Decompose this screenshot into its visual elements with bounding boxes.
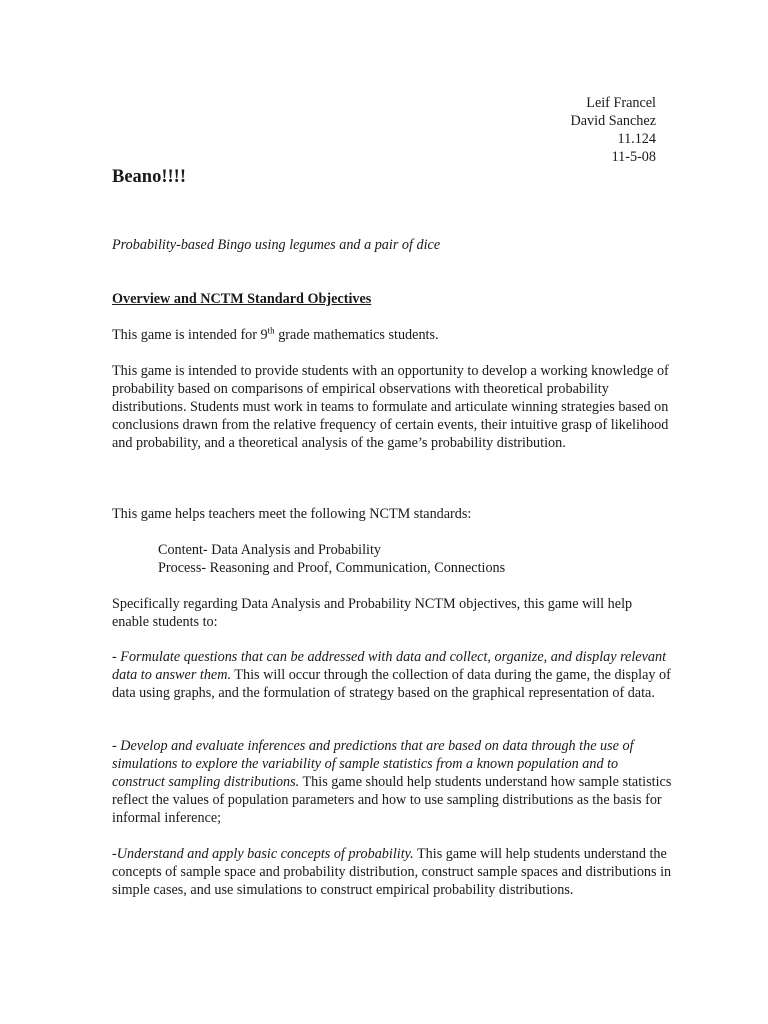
grade-sentence-before: This game is intended for 9 bbox=[112, 327, 268, 343]
grade-sentence bbox=[112, 326, 672, 344]
intro-paragraph bbox=[112, 362, 672, 452]
standards-intro bbox=[112, 505, 672, 523]
objective-3-italic: -Understand and apply basic concepts of probability. bbox=[112, 846, 414, 862]
standard-content: Content- Data Analysis and Probability bbox=[158, 542, 382, 558]
author-name-2: David Sanchez bbox=[570, 113, 656, 129]
objective-item-3 bbox=[112, 845, 672, 899]
intro-paragraph-text: This game is intended to provide students with an opportunity to develop a working knowledge of probability based on comparisons of empirical observations with theoretical probability distributions. Students must work in teams to formulate and articulate winning strategies based on conclusions drawn from the relative frequency of certain events, their intuitive grasp of likelihood and probability, and a theoretical analysis of the game’s probability distribution. bbox=[112, 363, 669, 451]
objective-1-italic: - Formulate questions that can be addressed with data and collect, organize, and display relevant data to answer them. bbox=[112, 649, 667, 683]
section-heading: Overview and NCTM Standard Objectives bbox=[112, 291, 372, 307]
objectives-intro-text: Specifically regarding Data Analysis and Probability NCTM objectives, this game will help enable students to: bbox=[112, 596, 633, 630]
document-title: Beano!!!! bbox=[112, 167, 186, 187]
objective-item-2 bbox=[112, 737, 672, 827]
objectives-intro bbox=[112, 595, 672, 631]
document-subtitle: Probability-based Bingo using legumes and a pair of dice bbox=[112, 237, 441, 253]
standards-intro-text: This game helps teachers meet the following NCTM standards: bbox=[112, 506, 472, 522]
standard-process: Process- Reasoning and Proof, Communication, Connections bbox=[158, 560, 506, 576]
author-name-1: Leif Francel bbox=[586, 95, 656, 111]
objective-1-text: This will occur through the collection of data during the game, the display of data using graphs, and the formulation of strategy based on the graphical representation of data. bbox=[112, 667, 671, 701]
author-header bbox=[571, 94, 657, 166]
course-number: 11.124 bbox=[617, 131, 656, 147]
objective-item-1 bbox=[112, 648, 672, 702]
document-date: 11-5-08 bbox=[611, 149, 656, 165]
grade-ordinal-suffix: th bbox=[267, 325, 275, 336]
grade-sentence-after: grade mathematics students. bbox=[274, 327, 439, 343]
standards-list bbox=[112, 541, 718, 577]
objective-2-italic: - Develop and evaluate inferences and predictions that are based on data through the use of simulations to explore the variability of sample statistics from a known population and to construct sampling distributions. bbox=[112, 738, 634, 790]
objective-2-text: This game should help students understand how sample statistics reflect the values of population parameters and how to use sampling distributions as the basis for informal inference; bbox=[112, 774, 672, 826]
objective-3-text: This game will help students understand the concepts of sample space and probability distribution, construct sample spaces and distributions in simple cases, and use simulations to construct empirical probability distributions. bbox=[112, 846, 672, 898]
